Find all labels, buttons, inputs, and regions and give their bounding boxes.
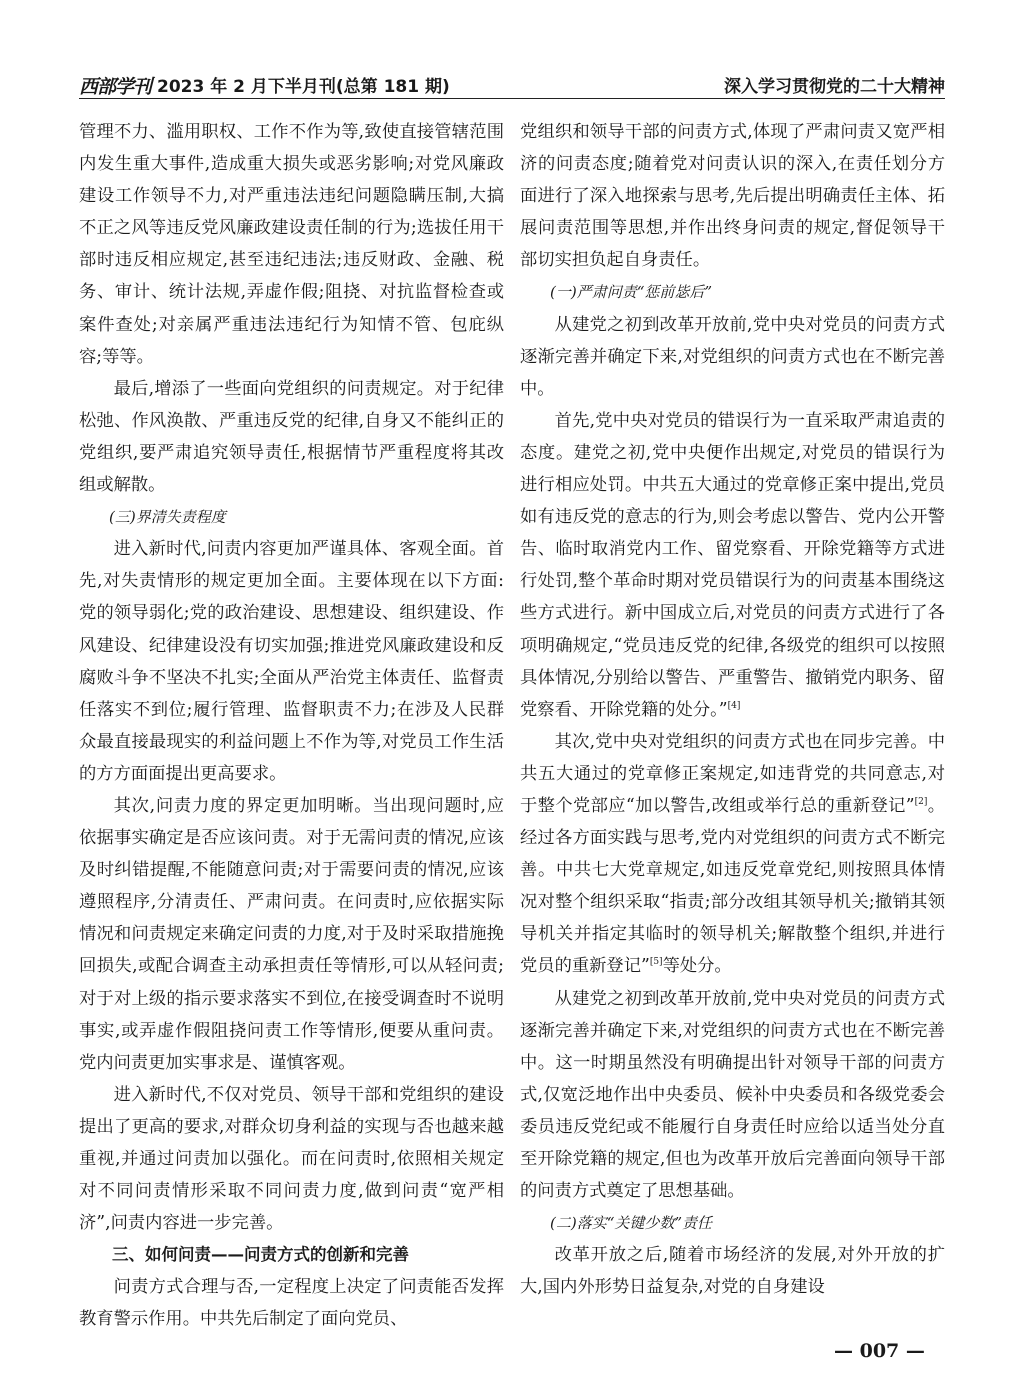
section-title: 深入学习贯彻党的二十大精神 [724,77,945,97]
subheading: (三)界清失责程度 [109,508,226,527]
paragraph: 党组织和领导干部的问责方式,体现了严肃问责又宽严相济的问责态度;随着党对问责认识的深入,在责任划分方面进行了深入地探索与思考,先后提出明确责任主体、拓展问责范围等思想,并作出终身问责的规定,督促领导干部切实担负起自身责任。 [520,122,945,271]
paragraph: 从建党之初到改革开放前,党中央对党员的问责方式逐渐完善并确定下来,对党组织的问责方式也在不断完善中。这一时期虽然没有明确提出针对领导干部的问责方式,仅宽泛地作出中央委员、候补中央委员和各级党委会委员违反党纪或不能履行自身责任时应给以适当处分直至开除党籍的规定,但也为改革开放后完善面向领导干部的问责方式奠定了思想基础。 [520,988,945,1202]
header-rule [79,98,945,99]
journal-logo: 西部学刊 [79,76,152,98]
citation: [4] [727,700,741,711]
subheading: (二)落实“关键少数”责任 [550,1214,713,1233]
paragraph-text: 其次,党中央对党组织的问责方式也在同步完善。中共五大通过的党章修正案规定,如违背党的共同意志,对于整个党部应“加以警告,改组或举行总的重新登记” [520,731,945,816]
subheading: (一)严肃问责“惩前毖后” [550,283,713,302]
paragraph: 进入新时代,不仅对党员、领导干部和党组织的建设提出了更高的要求,对群众切身利益的实现与否也越来越重视,并通过问责加以强化。而在问责时,依照相关规定对不同问责情形采取不同问责力度,做到问责“宽严相济”,问责内容进一步完善。 [79,1084,504,1234]
paragraph-text: 。经过各方面实践与思考,党内对党组织的问责方式不断完善。中共七大党章规定,如违反党章党纪,则按照具体情况对整个组织采取“指责;部分改组其领导机关;撤销其领导机关并指定其临时的领导机关;解散整个组织,并进行党员的重新登记” [520,795,945,977]
paragraph: 问责方式合理与否,一定程度上决定了问责能否发挥教育警示作用。中共先后制定了面向党员、 [79,1277,504,1330]
running-header [79,70,945,104]
paragraph: 最后,增添了一些面向党组织的问责规定。对于纪律松弛、作风涣散、严重违反党的纪律,自身又不能纠正的党组织,要严肃追究领导责任,根据情节严重程度将其改组或解散。 [79,378,504,496]
citation: [2] [914,797,928,808]
paragraph-text: 等处分。 [662,956,732,977]
paragraph: 管理不力、滥用职权、工作不作为等,致使直接管辖范围内发生重大事件,造成重大损失或恶劣影响;对党风廉政建设工作领导不力,对严重违法违纪问题隐瞒压制,大搞不正之风等违反党风廉政建设责任制的行为;选拔任用干部时违反相应规定,甚至违纪违法;违反财政、金融、税务、审计、统计法规,弄虚作假;阻挠、对抗监督检查或案件查处;对亲属严重违法违纪行为知情不管、包庇纵容;等等。 [79,122,504,367]
paragraph: 其次,问责力度的界定更加明晰。当出现问题时,应依据事实确定是否应该问责。对于无需问责的情况,应该及时纠错提醒,不能随意问责;对于需要问责的情况,应该遵照程序,分清责任、严肃问责。在问责时,应依据实际情况和问责规定来确定问责的力度,对于及时采取措施挽回损失,或配合调查主动承担责任等情形,可以从轻问责;对于对上级的指示要求落实不到位,在接受调查时不说明事实,或弄虚作假阻挠问责工作等情形,便要从重问责。党内问责更加实事求是、谨慎客观。 [79,795,504,1073]
page-number: — 007 — [834,1340,925,1362]
left-column [79,116,504,1336]
right-column [520,116,945,1303]
citation: [5] [649,957,663,968]
paragraph [520,405,945,726]
paragraph: 进入新时代,问责内容更加严谨具体、客观全面。首先,对失责情形的规定更加全面。主要体现在以下方面:党的领导弱化;党的政治建设、思想建设、组织建设、作风建设、纪律建设没有切实加强;推进党风廉政建设和反腐败斗争不坚决不扎实;全面从严治党主体责任、监督责任落实不到位;履行管理、监督职责不力;在涉及人民群众最直接最现实的利益问题上不作为等,对党员工作生活的方方面面提出更高要求。 [79,539,504,784]
issue-info: 2023 年 2 月下半月刊(总第 181 期) [157,77,450,97]
paragraph: 从建党之初到改革开放前,党中央对党员的问责方式逐渐完善并确定下来,对党组织的问责方式也在不断完善中。 [520,314,945,399]
paragraph [520,726,945,983]
paragraph: 改革开放之后,随着市场经济的发展,对外开放的扩大,国内外形势日益复杂,对党的自身建设 [520,1245,945,1298]
section-heading: 三、如何问责——问责方式的创新和完善 [112,1245,409,1265]
paragraph-text: 首先,党中央对党员的错误行为一直采取严肃追责的态度。建党之初,党中央便作出规定,对党员的错误行为进行相应处罚。中共五大通过的党章修正案中提出,党员如有违反党的意志的行为,则会考虑以警告、党内公开警告、临时取消党内工作、留党察看、开除党籍等方式进行处罚,整个革命时期对党员错误行为的问责基本围绕这些方式进行。新中国成立后,对党员的问责方式进行了各项明确规定,“党员违反党的纪律,各级党的组织可以按照具体情况,分别给以警告、严重警告、撤销党内职务、留党察看、开除党籍的处分。” [520,410,945,720]
